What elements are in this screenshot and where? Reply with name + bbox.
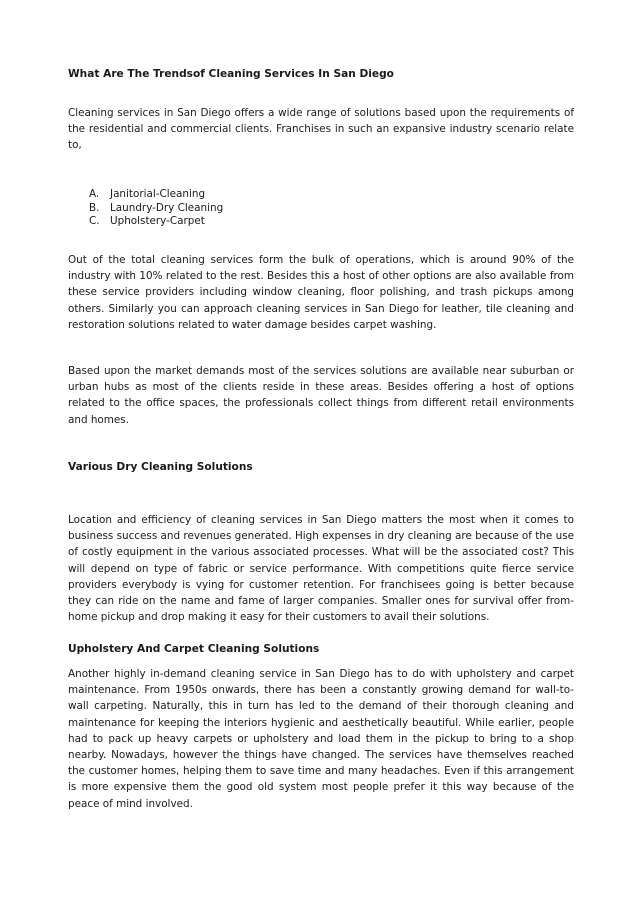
list-marker: B.	[89, 201, 100, 214]
list-item	[68, 202, 574, 216]
document-title: What Are The Trendsof Cleaning Services In San Diego	[68, 68, 394, 80]
list-item	[68, 215, 574, 229]
intro-paragraph: Cleaning services in San Diego offers a wide range of solutions based upon the requirements of the residential and commercial clients. Franchises in such an expansive industry scenario relate to,	[68, 107, 574, 152]
list-item-text: Upholstery-Carpet	[110, 215, 205, 228]
list-marker: C.	[89, 215, 100, 228]
section-body-dry-cleaning: Location and efficiency of cleaning services in San Diego matters the most when it comes to business success and revenues generated. High expenses in dry cleaning are because of the use of costly equipment in the various associated processes. What will be the associated cost? This will depend on type of fabric or service performance. With competitions quite fierce service providers everybody is vying for customer retention. For franchisees going is better because they can ride on the name and fame of larger companies. Smaller ones for survival offer from-home pickup and drop making it easy for their customers to avail their solutions.	[68, 514, 574, 624]
section-heading-dry-cleaning: Various Dry Cleaning Solutions	[68, 461, 253, 473]
list-marker: A.	[89, 188, 100, 200]
list-item-text: Janitorial-Cleaning	[110, 188, 206, 200]
list-item-text: Laundry-Dry Cleaning	[110, 201, 224, 214]
service-list	[68, 188, 574, 229]
list-item	[68, 188, 574, 202]
section-body-upholstery: Another highly in-demand cleaning service in San Diego has to do with upholstery and carpet maintenance. From 1950s onwards, there has been a constantly growing demand for wall-to-wall carpeting. Naturally, this in turn has led to the demand of their thorough cleaning and maintenance for keeping the interiors hygienic and aesthetically beautiful. While earlier, people had to pack up heavy carpets or upholstery and load them in the pickup to bring to a shop nearby. Nowadays, however the things have changed. The services have themselves reached the customer homes, helping them to save time and many headaches. Even if this arrangement is more expensive them the good old system most people prefer it this way because of the peace of mind involved.	[68, 668, 574, 810]
body-paragraph-1: Out of the total cleaning services form the bulk of operations, which is around 90% of the industry with 10% related to the rest. Besides this a host of other options are also available from these service providers including window cleaning, floor polishing, and trash pickups among others. Similarly you can approach cleaning services in San Diego for leather, tile cleaning and restoration solutions related to water damage besides carpet washing.	[68, 254, 574, 331]
section-heading-upholstery: Upholstery And Carpet Cleaning Solutions	[68, 643, 320, 655]
body-paragraph-2: Based upon the market demands most of the services solutions are available near suburban or urban hubs as most of the clients reside in these areas. Besides offering a host of options related to the office spaces, the professionals collect things from different retail environments and homes.	[68, 365, 574, 426]
